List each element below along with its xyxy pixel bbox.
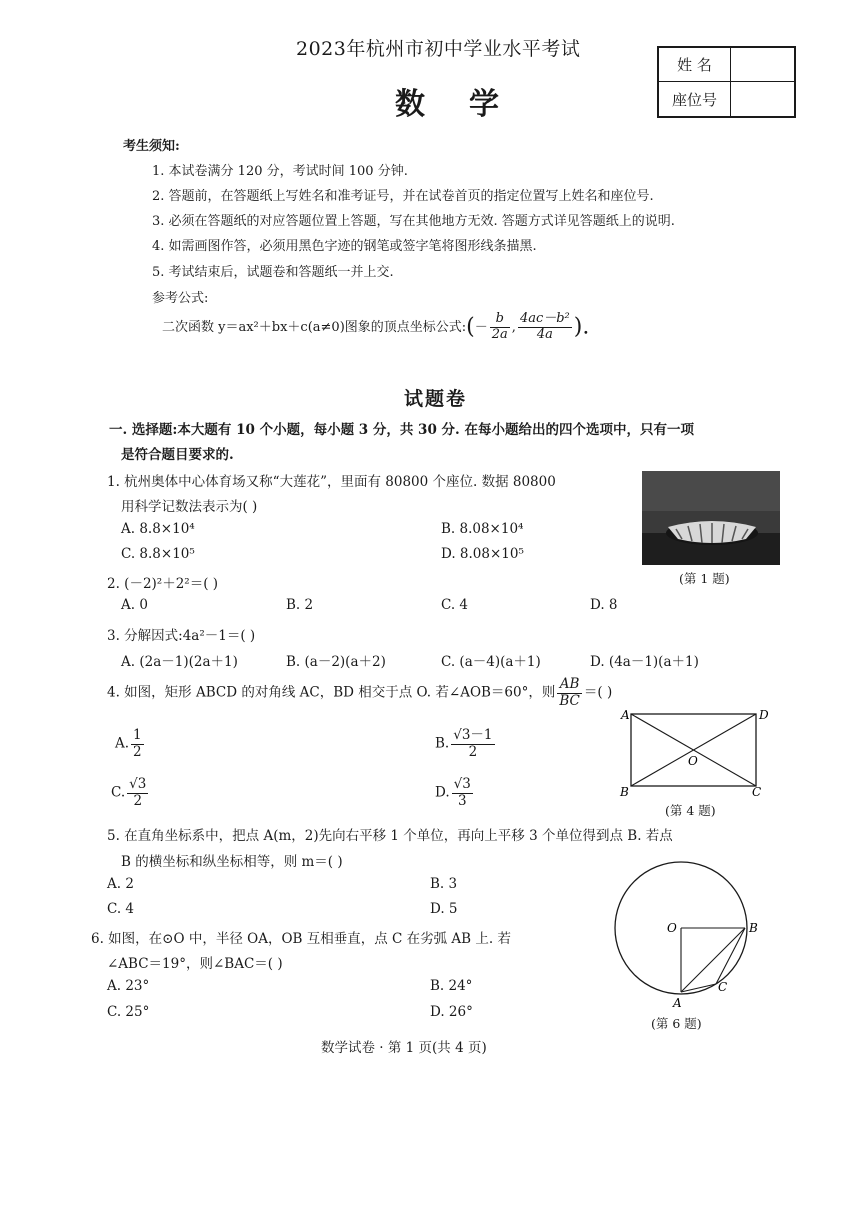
vertex-formula	[162, 312, 589, 343]
stadium-illustration	[642, 471, 780, 565]
q3-option-a: A. (2a－1)(2a＋1)	[121, 654, 238, 670]
subject-title: 数学	[395, 87, 543, 122]
section-title: 试题卷	[404, 388, 468, 410]
q6-label-c: C	[718, 980, 728, 994]
q4-option-d-fraction: $\frac{√3}{3}$	[453, 776, 471, 809]
q4-label-a: A	[621, 708, 630, 722]
instruction-3: 3. 必须在答题纸的对应答题位置上答题，写在其他地方无效. 答题方式详见答题纸上的说明.	[152, 214, 675, 229]
reference-label: 参考公式:	[152, 291, 209, 306]
instruction-2: 2. 答题前，在答题纸上写姓名和准考证号，并在试卷首页的指定位置写上姓名和座位号.	[152, 189, 654, 204]
q3-stem: 3. 分解因式:4a²－1＝( )	[107, 628, 256, 644]
q1-option-b: B. 8.08×10⁴	[441, 521, 524, 537]
q1-option-a: A. 8.8×10⁴	[121, 521, 195, 537]
formula-comma: ,	[511, 319, 516, 335]
section1-line2: 是符合题目要求的.	[121, 447, 234, 463]
q1-stem-line2: 用科学记数法表示为( )	[121, 499, 258, 515]
q4-option-b-fraction: $\frac{√3-1}{2}$	[453, 727, 493, 760]
q1-option-c: C. 8.8×10⁵	[121, 546, 195, 562]
q4-label-o: O	[688, 754, 698, 768]
q5-option-d: D. 5	[430, 901, 458, 917]
q1-stem-line1: 1. 杭州奥体中心体育场又称“大莲花”，里面有 80800 个座位. 数据 80800	[107, 474, 556, 490]
q6-option-c: C. 25°	[107, 1004, 150, 1020]
q5-option-b: B. 3	[430, 876, 458, 892]
formula-y-fraction: $\frac{\text{4ac－b²}}{4a}$	[519, 311, 570, 342]
q3-option-c: C. (a－4)(a＋1)	[441, 654, 541, 670]
exam-title: 2023年杭州市初中学业水平考试	[296, 38, 581, 60]
formula-prefix: 二次函数 y＝ax²＋bx＋c(a≠0)图象的顶点坐标公式:	[162, 319, 467, 335]
info-box	[657, 46, 796, 118]
q4-stem	[107, 677, 612, 709]
seat-label: 座位号	[659, 82, 731, 116]
q4-caption: (第 4 题)	[665, 803, 716, 818]
q6-option-d: D. 26°	[430, 1004, 473, 1020]
formula-close-paren: ).	[573, 314, 590, 340]
q2-option-c: C. 4	[441, 597, 469, 613]
name-row	[659, 48, 794, 82]
q3-option-b: B. (a－2)(a＋2)	[286, 654, 386, 670]
q4-option-b: B. $\frac{√3-1}{2}$	[435, 727, 493, 760]
q2-option-a: A. 0	[121, 597, 148, 613]
q6-caption: (第 6 题)	[651, 1016, 702, 1031]
q6-circle-figure	[605, 858, 775, 1018]
q2-stem: 2. (－2)²＋2²＝( )	[107, 576, 219, 592]
q3-option-d: D. (4a－1)(a＋1)	[590, 654, 699, 670]
formula-x-fraction: $\frac{b}{2a}$	[491, 311, 508, 342]
q4-label-c: C	[752, 785, 762, 799]
q6-option-b: B. 24°	[430, 978, 473, 994]
seat-row	[659, 82, 794, 116]
instruction-4: 4. 如需画图作答，必须用黑色字迹的钢笔或签字笔将图形线条描黑.	[152, 239, 537, 254]
q6-stem-line1: 6. 如图，在⊙O 中，半径 OA，OB 互相垂直，点 C 在劣弧 AB 上. 若	[91, 931, 511, 947]
q4-option-c: C. $\frac{√3}{2}$	[111, 776, 147, 809]
q1-option-d: D. 8.08×10⁵	[441, 546, 524, 562]
instruction-1: 1. 本试卷满分 120 分，考试时间 100 分钟.	[152, 164, 408, 179]
q4-option-a-fraction: $\frac{1}{2}$	[133, 727, 142, 760]
q6-label-a: A	[673, 996, 682, 1010]
q6-option-a: A. 23°	[107, 978, 150, 994]
q4-label-b: B	[620, 785, 629, 799]
name-label: 姓 名	[659, 48, 731, 81]
q4-option-d: D. $\frac{√3}{3}$	[435, 776, 471, 809]
q4-rectangle-figure	[615, 702, 775, 802]
q5-option-a: A. 2	[107, 876, 134, 892]
section1-line1: 一. 选择题:本大题有 10 个小题，每小题 3 分，共 30 分. 在每小题给出的四个选项中，只有一项	[109, 422, 694, 438]
q6-label-o: O	[667, 921, 677, 935]
q4-stem-suffix: ＝( )	[583, 684, 613, 701]
q1-caption: (第 1 题)	[679, 571, 730, 586]
q2-option-b: B. 2	[286, 597, 314, 613]
q5-stem-line1: 5. 在直角坐标系中，把点 A(m，2)先向右平移 1 个单位，再向上平移 3 个单位得到点 B. 若点	[107, 828, 673, 844]
q4-option-c-fraction: $\frac{√3}{2}$	[129, 776, 147, 809]
q4-option-a: A. $\frac{1}{2}$	[115, 727, 142, 760]
q6-stem-line2: ∠ABC＝19°，则∠BAC＝( )	[107, 956, 283, 972]
q4-stem-prefix: 4. 如图，矩形 ABCD 的对角线 AC，BD 相交于点 O. 若∠AOB＝60°，则	[107, 684, 556, 701]
instruction-5: 5. 考试结束后，试题卷和答题纸一并上交.	[152, 265, 394, 280]
q6-label-b: B	[749, 921, 758, 935]
formula-minus: －	[474, 319, 488, 335]
q4-label-d: D	[759, 708, 769, 722]
stadium-photo	[642, 471, 780, 565]
q5-option-c: C. 4	[107, 901, 135, 917]
formula-open-paren: (	[466, 314, 475, 340]
instructions-heading: 考生须知:	[123, 139, 180, 154]
chord-ab	[681, 928, 745, 992]
chord-ac	[681, 984, 716, 992]
q4-stem-fraction: $\frac{AB}{BC}$	[559, 676, 580, 709]
page-footer: 数学试卷 · 第 1 页(共 4 页)	[321, 1040, 487, 1056]
q5-stem-line2: B 的横坐标和纵坐标相等，则 m＝( )	[121, 854, 343, 870]
q2-option-d: D. 8	[590, 597, 618, 613]
